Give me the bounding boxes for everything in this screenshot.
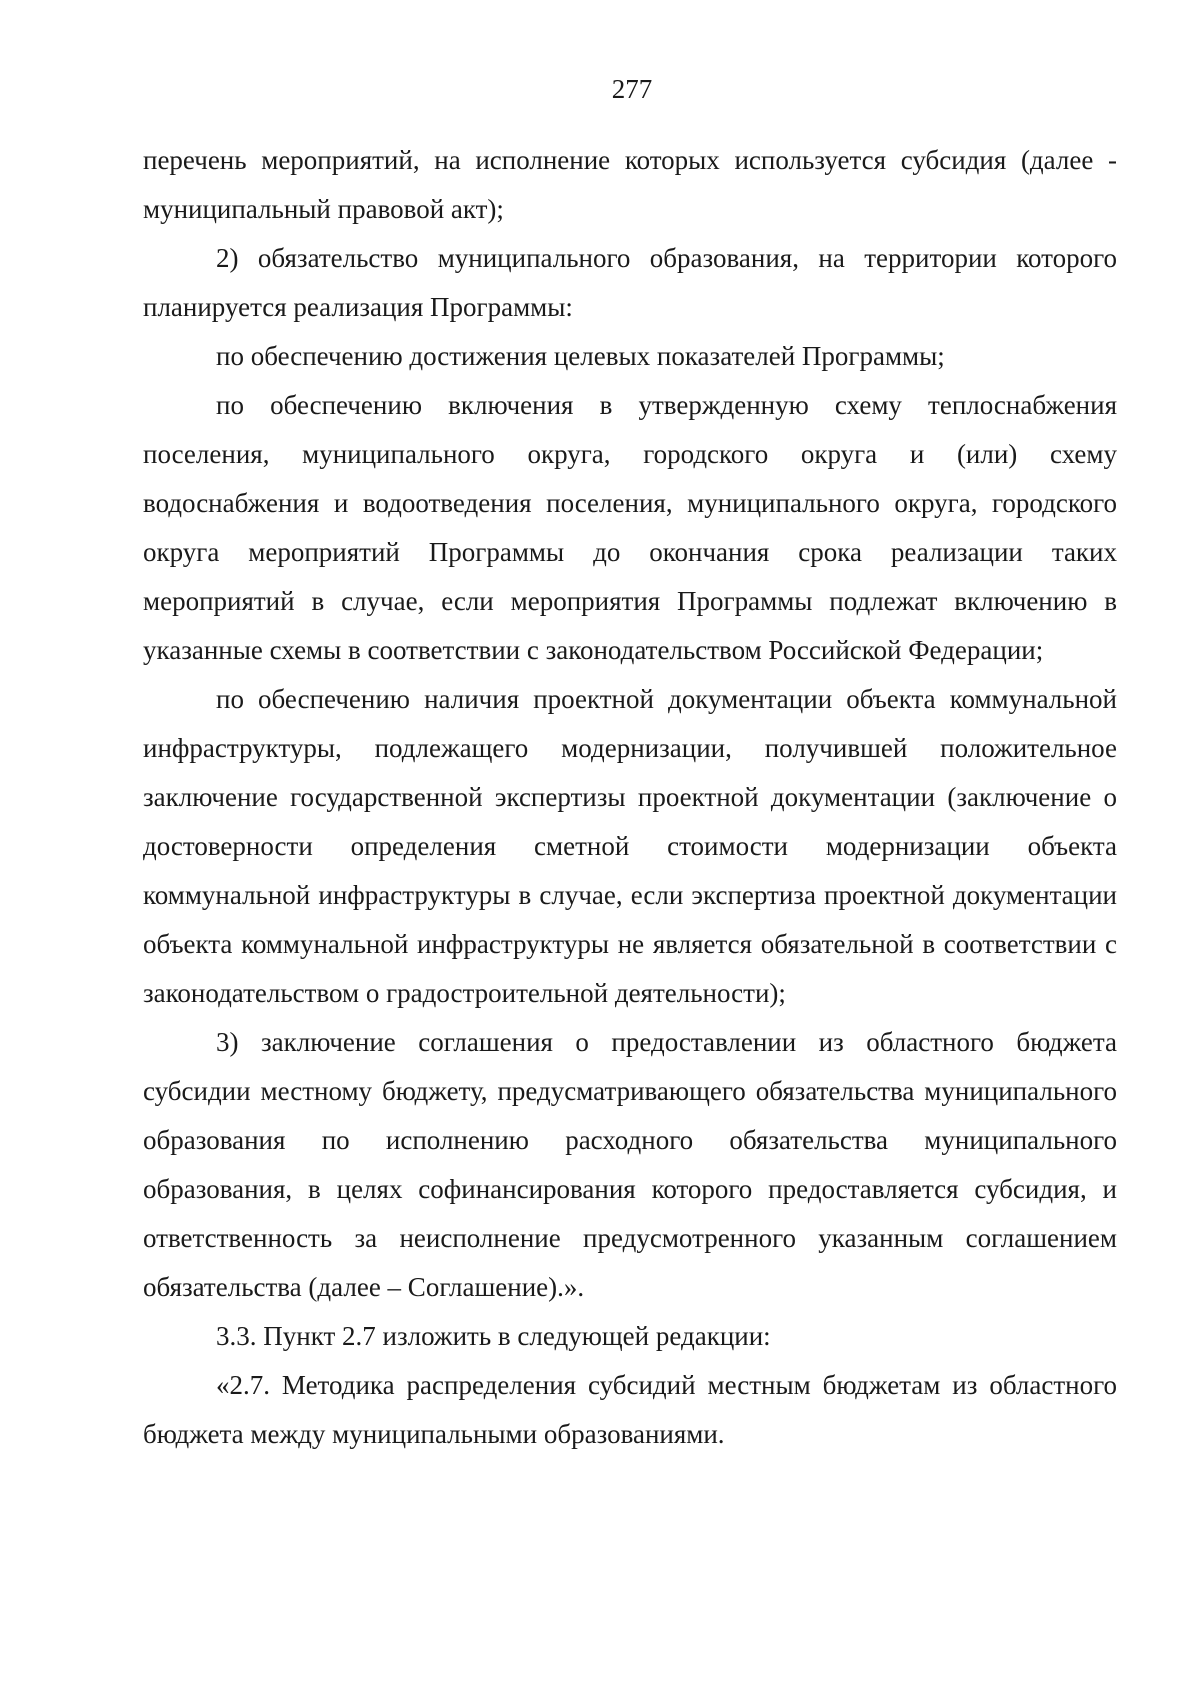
paragraph-heat-water-schemes: по обеспечению включения в утвержденную схему теплоснабжения поселения, муниципального округа, городского округа и (или) схему водоснабжения и водоотведения поселения, муниципального округа, городского округа мероприятий Программы до окончания срока реализации таких мероприятий в случае, если мероприятия Программы подлежат включению в указанные схемы в соответствии с законодательством Российской Федерации; [143, 390, 1117, 665]
paragraph-agreement-3: 3) заключение соглашения о предоставлении из областного бюджета субсидии местному бюджету, предусматривающего обязательства муниципального образования по исполнению расходного обязательства муниципального образования, в целях софинансирования которого предоставляется субсидия, и ответственность за неисполнение предусмотренного указанным соглашением обязательства (далее – Соглашение).». [143, 1027, 1117, 1302]
paragraph-clause-3-3: 3.3. Пункт 2.7 изложить в следующей редакции: [216, 1321, 771, 1351]
page-number: 277 [611, 74, 653, 104]
paragraph-project-documentation: по обеспечению наличия проектной документации объекта коммунальной инфраструктуры, подлежащего модернизации, получившей положительное заключение государственной экспертизы проектной документации (заключение о достоверности определения сметной стоимости модернизации объекта коммунальной инфраструктуры в случае, если экспертиза проектной документации объекта коммунальной инфраструктуры не является обязательной в соответствии с законодательством о градостроительной деятельности); [143, 684, 1117, 1008]
paragraph-clause-2-7: «2.7. Методика распределения субсидий местным бюджетам из областного бюджета между муниципальными образованиями. [143, 1370, 1117, 1449]
document-body [143, 136, 1117, 1459]
paragraph-obligation-2: 2) обязательство муниципального образования, на территории которого планируется реализация Программы: [143, 243, 1117, 322]
paragraph-targets: по обеспечению достижения целевых показателей Программы; [216, 341, 945, 371]
paragraph-municipal-act: перечень мероприятий, на исполнение которых используется субсидия (далее - муниципальный правовой акт); [143, 145, 1117, 224]
